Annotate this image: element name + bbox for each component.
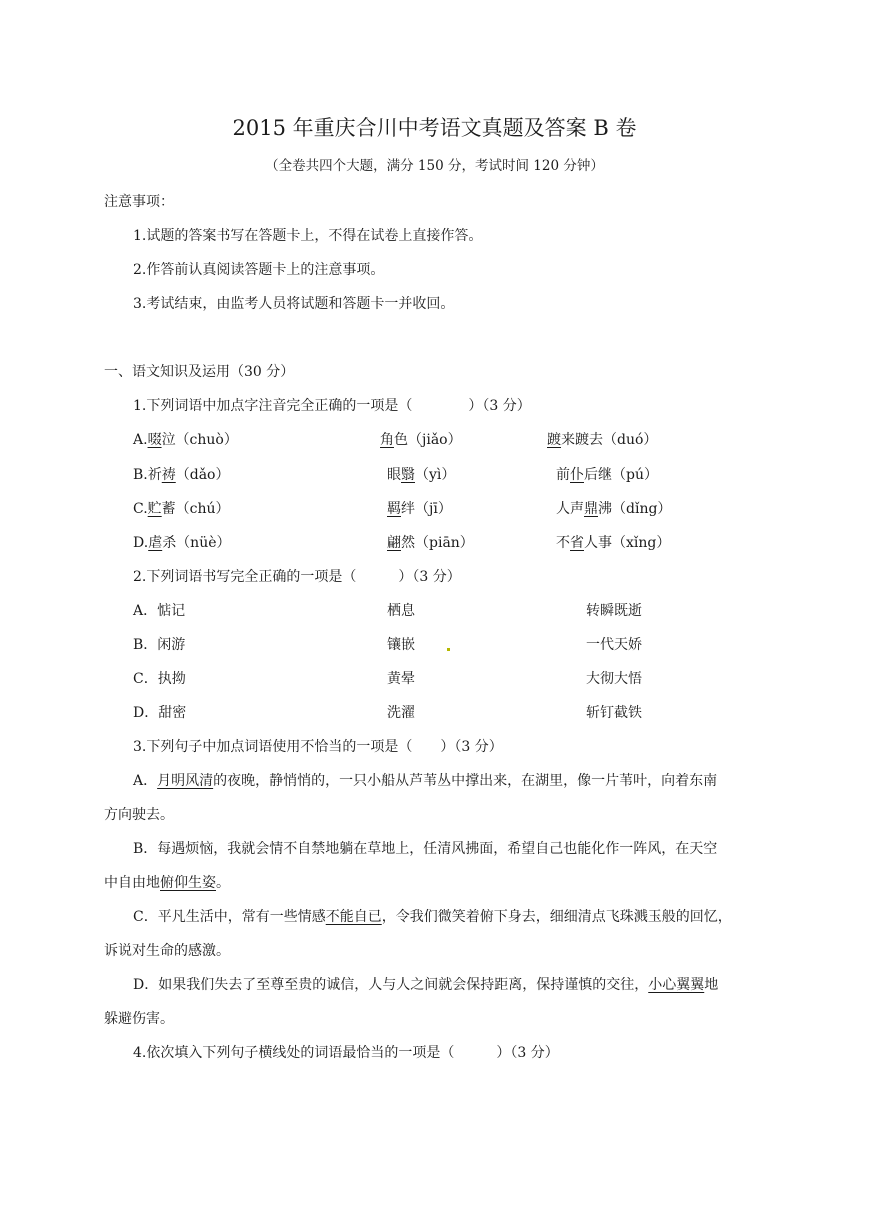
q3-option-b-line2: 中自由地俯仰生姿。 <box>104 875 230 891</box>
q1-option-a-word1: A.啜泣（chuò） <box>133 432 238 448</box>
q2-option-c-word3: 大彻大悟 <box>586 671 642 687</box>
q2-option-a-word2: 栖息 <box>387 603 415 619</box>
section-heading: 一、语文知识及运用（30 分） <box>104 364 295 380</box>
question-1-stem: 1.下列词语中加点字注音完全正确的一项是（ ）（3 分） <box>133 398 531 414</box>
notice-item-3: 3.考试结束，由监考人员将试题和答题卡一并收回。 <box>133 296 455 312</box>
q3-option-a-line2: 方向驶去。 <box>104 807 174 823</box>
notice-item-1: 1.试题的答案书写在答题卡上，不得在试卷上直接作答。 <box>133 228 483 244</box>
exam-subtitle: （全卷共四个大题，满分 150 分，考试时间 120 分钟） <box>265 158 604 174</box>
notice-heading: 注意事项： <box>104 194 174 210</box>
q3-option-c-line2: 诉说对生命的感激。 <box>104 943 230 959</box>
q2-option-d-word1: D．甜密 <box>133 705 187 721</box>
q3-option-c-line1: C．平凡生活中，常有一些情感不能自已，令我们微笑着俯下身去，细细清点飞珠溅玉般的回忆， <box>133 909 732 925</box>
q1-option-c-word3: 人声鼎沸（dǐng） <box>556 501 672 517</box>
q1-option-a-word2: 角色（jiǎo） <box>380 432 462 448</box>
q1-option-a-word3: 踱来踱去（duó） <box>547 432 658 448</box>
q3-option-a-line1: A．月明风清的夜晚，静悄悄的，一只小船从芦苇丛中撑出来，在湖里，像一片苇叶，向着东南 <box>133 773 718 789</box>
q1-option-d-word2: 翩然（piān） <box>387 535 474 551</box>
q2-option-b-word3: 一代天娇 <box>586 637 642 653</box>
q1-option-c-word2: 羁绊（jī） <box>387 501 452 517</box>
question-3-stem: 3.下列句子中加点词语使用不恰当的一项是（ ）（3 分） <box>133 739 503 755</box>
q2-option-a-word1: A．惦记 <box>133 603 186 619</box>
q2-option-c-word2: 黄晕 <box>387 671 415 687</box>
q1-option-b-word1: B.祈祷（dǎo） <box>133 467 230 483</box>
q1-option-b-word3: 前仆后继（pú） <box>556 467 658 483</box>
page-title: 2015 年重庆合川中考语文真题及答案 B 卷 <box>232 116 637 140</box>
q3-option-b-line1: B．每遇烦恼，我就会情不自禁地躺在草地上，任清风拂面，希望自己也能化作一阵风，在天空 <box>133 841 718 857</box>
notice-item-2: 2.作答前认真阅读答题卡上的注意事项。 <box>133 262 385 278</box>
q1-option-c-word1: C.贮蓄（chú） <box>133 501 230 517</box>
q1-option-d-word1: D.虐杀（nüè） <box>133 535 231 551</box>
q1-option-d-word3: 不省人事（xǐng） <box>556 535 671 551</box>
q3-option-d-line2: 躲避伤害。 <box>104 1011 174 1027</box>
q1-option-b-word2: 眼翳（yì） <box>387 467 456 483</box>
q2-option-c-word1: C．执拗 <box>133 671 186 687</box>
yellow-dot-mark <box>447 648 450 651</box>
q3-option-d-line1: D．如果我们失去了至尊至贵的诚信，人与人之间就会保持距离，保持谨慎的交往，小心翼翼地 <box>133 977 719 993</box>
q2-option-b-word2: 镶嵌 <box>387 637 415 653</box>
q2-option-d-word2: 洗濯 <box>387 705 415 721</box>
q2-option-b-word1: B．闲游 <box>133 637 186 653</box>
question-4-stem: 4.依次填入下列句子横线处的词语最恰当的一项是（ ）（3 分） <box>133 1045 559 1061</box>
q2-option-a-word3: 转瞬既逝 <box>586 603 642 619</box>
question-2-stem: 2.下列词语书写完全正确的一项是（ ）（3 分） <box>133 569 461 585</box>
q2-option-d-word3: 斩钉截铁 <box>586 705 642 721</box>
